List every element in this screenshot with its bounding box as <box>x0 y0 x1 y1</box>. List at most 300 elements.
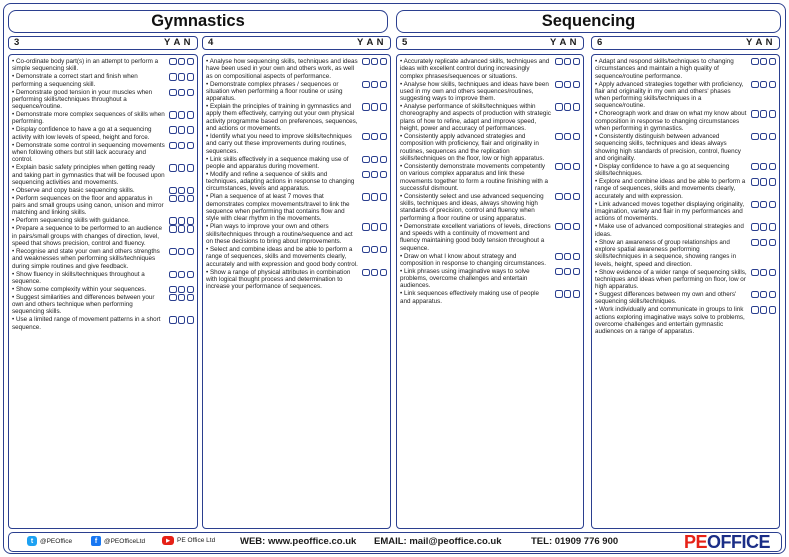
checkbox-yes[interactable] <box>751 306 758 313</box>
checkbox-not-yet[interactable] <box>573 253 580 260</box>
checkbox-almost[interactable] <box>760 178 767 185</box>
checkbox-yes[interactable] <box>169 225 176 232</box>
criteria-text: • Show evidence of a wider range of sequencing skills, techniques and ideas when performing on floor, low or high apparatus. <box>595 269 747 291</box>
criteria-item <box>12 286 195 293</box>
checkbox-yes[interactable] <box>169 164 176 171</box>
checkbox-almost[interactable] <box>564 163 571 170</box>
criteria-item <box>12 271 195 286</box>
checkbox-not-yet[interactable] <box>380 133 387 140</box>
checkbox-not-yet[interactable] <box>769 306 776 313</box>
checkbox-not-yet[interactable] <box>380 269 387 276</box>
criteria-text: • Perform sequences on the floor and apparatus in pairs and small groups using canon, unison and mirror matching and linking skills. <box>12 195 164 217</box>
checkbox-almost[interactable] <box>760 239 767 246</box>
criteria-text: • Demonstrate excellent variations of levels, directions and speeds with a continuity of movement and fluency maintaining good body tension throughout a sequence. <box>400 223 551 252</box>
checkbox-almost[interactable] <box>564 103 571 110</box>
section-header-gymnastics: Gymnastics <box>8 10 388 33</box>
checkbox-yes[interactable] <box>751 110 758 117</box>
column-header-5 <box>396 36 584 50</box>
checkbox-not-yet[interactable] <box>187 164 194 171</box>
checkbox-not-yet[interactable] <box>573 163 580 170</box>
section-header-sequencing: Sequencing <box>396 10 781 33</box>
yan-checkboxes <box>751 269 776 276</box>
yan-checkboxes <box>751 306 776 313</box>
criteria-text: • Accurately replicate advanced skills, techniques and ideas with excellent control during increasingly complex phrases/sequences or situations. <box>400 58 549 80</box>
yan-checkboxes <box>169 225 194 232</box>
checkbox-not-yet[interactable] <box>769 291 776 298</box>
criteria-item <box>206 103 388 132</box>
criteria-item <box>400 223 581 252</box>
checkbox-yes[interactable] <box>555 268 562 275</box>
checkbox-almost[interactable] <box>178 195 185 202</box>
checkbox-yes[interactable] <box>169 187 176 194</box>
checkbox-yes[interactable] <box>362 133 369 140</box>
checkbox-not-yet[interactable] <box>380 171 387 178</box>
criteria-text: • Plan ways to improve your own and others skills/techniques through a routine/sequence and act on these decisions to bring about improvements. <box>206 223 353 245</box>
yan-checkboxes <box>555 103 580 110</box>
criteria-text: • Use a limited range of movement patterns in a short sequence. <box>12 316 161 330</box>
criteria-text: • Select and combine ideas and be able to perform a range of sequences, skills and movements clearly, accurately and with expression and good body control. <box>206 246 358 268</box>
criteria-item <box>206 133 388 155</box>
checkbox-yes[interactable] <box>555 223 562 230</box>
checkbox-not-yet[interactable] <box>769 201 776 208</box>
criteria-text: • Analyse performance of skills/techniques within choreography and aspects of production with strategic plans of how to refine, adapt and improve speed, height, power and accuracy of performances. <box>400 103 551 132</box>
youtube-handle: PE Office Ltd <box>177 537 216 544</box>
checkbox-almost[interactable] <box>178 316 185 323</box>
criteria-list <box>12 58 195 331</box>
checkbox-almost[interactable] <box>760 306 767 313</box>
criteria-text: • Consistently demonstrate movements competently on various complex apparatus and link these movements together to form a routine finishing with a successful dismount. <box>400 163 548 192</box>
criteria-text: • Display confidence to have a go at sequencing skills/techniques. <box>595 163 729 177</box>
criteria-text: • Recognise and state your own and others strengths and weaknesses when performing skills/techniques during simple routines and give feedback. <box>12 248 160 270</box>
youtube-link[interactable] <box>162 536 215 545</box>
criteria-text: • Demonstrate complex phrases / sequences or situation when performing a floor routine or using apparatus. <box>206 81 343 103</box>
criteria-item <box>400 163 581 192</box>
criteria-item <box>400 193 581 222</box>
yan-checkboxes <box>169 111 194 118</box>
criteria-item <box>400 81 581 103</box>
checkbox-almost[interactable] <box>760 201 767 208</box>
checkbox-yes[interactable] <box>362 171 369 178</box>
yan-checkboxes <box>169 164 194 171</box>
criteria-item <box>595 306 777 335</box>
checkbox-not-yet[interactable] <box>380 156 387 163</box>
criteria-text: • Suggest similarities and differences between your own and others technique when performing sequencing skills. <box>12 294 154 316</box>
checkbox-almost[interactable] <box>564 193 571 200</box>
checkbox-not-yet[interactable] <box>187 126 194 133</box>
checkbox-not-yet[interactable] <box>380 246 387 253</box>
checkbox-yes[interactable] <box>169 89 176 96</box>
criteria-text: • Make use of advanced compositional strategies and ideas. <box>595 223 744 237</box>
criteria-item <box>206 156 388 171</box>
criteria-item <box>12 248 195 270</box>
checkbox-yes[interactable] <box>362 156 369 163</box>
criteria-text: • Plan a sequence of at least 7 moves that demonstrates complex movements/travel to link the sequence when performing that contains flow and style with clear rhythm in the movements. <box>206 193 350 222</box>
yan-checkboxes <box>751 58 776 65</box>
column-number: 3 <box>14 37 20 48</box>
criteria-item <box>12 294 195 316</box>
checkbox-yes[interactable] <box>555 81 562 88</box>
checkbox-not-yet[interactable] <box>187 142 194 149</box>
website-link[interactable]: WEB: www.peoffice.co.uk <box>240 536 357 547</box>
checkbox-not-yet[interactable] <box>573 290 580 297</box>
column-header-4 <box>202 36 391 50</box>
yan-checkboxes <box>169 73 194 80</box>
email-link[interactable]: EMAIL: mail@peoffice.co.uk <box>374 536 502 547</box>
criteria-item <box>595 223 777 238</box>
checkbox-yes[interactable] <box>169 58 176 65</box>
footer-bar <box>8 532 782 552</box>
checkbox-yes[interactable] <box>169 248 176 255</box>
yan-checkboxes <box>555 163 580 170</box>
column-number: 4 <box>208 37 214 48</box>
checkbox-yes[interactable] <box>169 217 176 224</box>
column-body-3 <box>8 54 198 529</box>
criteria-item <box>400 58 581 80</box>
criteria-item <box>12 316 195 331</box>
checkbox-not-yet[interactable] <box>769 269 776 276</box>
checkbox-almost[interactable] <box>760 81 767 88</box>
checkbox-almost[interactable] <box>760 110 767 117</box>
yan-label: Y A N <box>746 37 773 48</box>
checkbox-almost[interactable] <box>371 269 378 276</box>
column-body-6 <box>591 54 780 529</box>
yan-checkboxes <box>362 171 387 178</box>
column-header-3 <box>8 36 198 50</box>
checkbox-almost[interactable] <box>564 58 571 65</box>
facebook-handle: @PEOfficeLtd <box>104 537 146 545</box>
yan-label: Y A N <box>550 37 577 48</box>
twitter-handle: @PEOffice <box>40 537 73 545</box>
criteria-text: • Link advanced moves together displaying originality, imagination, variety and flair in my performances and actions of movements. <box>595 201 744 223</box>
checkbox-almost[interactable] <box>178 89 185 96</box>
yan-checkboxes <box>555 223 580 230</box>
checkbox-not-yet[interactable] <box>187 271 194 278</box>
facebook-icon: f <box>91 536 101 546</box>
yan-checkboxes <box>751 223 776 230</box>
checkbox-yes[interactable] <box>751 201 758 208</box>
yan-checkboxes <box>362 269 387 276</box>
twitter-icon: t <box>27 536 37 546</box>
criteria-item <box>12 73 195 88</box>
yan-checkboxes <box>169 294 194 301</box>
checkbox-not-yet[interactable] <box>380 103 387 110</box>
column-header-6 <box>591 36 780 50</box>
yan-checkboxes <box>751 163 776 170</box>
yan-checkboxes <box>169 58 194 65</box>
criteria-text: • Choreograph work and draw on what my know about composition in response to changing circumstances when performing in gymnastics. <box>595 110 746 132</box>
yan-checkboxes <box>362 156 387 163</box>
criteria-item <box>12 187 195 194</box>
checkbox-not-yet[interactable] <box>187 286 194 293</box>
criteria-text: • Identify what you need to improve skills/techniques and carry out these improvements during routines, sequences. <box>206 133 352 155</box>
checkbox-almost[interactable] <box>564 81 571 88</box>
checkbox-yes[interactable] <box>751 81 758 88</box>
yan-checkboxes <box>169 187 194 194</box>
criteria-text: • Co-ordinate body part(s) in an attempt to perform a simple sequencing skill. <box>12 58 158 72</box>
checkbox-almost[interactable] <box>371 156 378 163</box>
checkbox-almost[interactable] <box>760 291 767 298</box>
criteria-text: • Show an awareness of group relationships and explore spatial awareness performing skills/techniques in a sequence, showing ranges in levels, height, speed and direction. <box>595 239 736 268</box>
criteria-list <box>595 58 777 336</box>
yan-checkboxes <box>555 81 580 88</box>
criteria-item <box>400 133 581 162</box>
checkbox-not-yet[interactable] <box>573 193 580 200</box>
phone-number: TEL: 01909 776 900 <box>531 536 619 547</box>
criteria-item <box>12 89 195 111</box>
criteria-item <box>595 133 777 162</box>
checkbox-almost[interactable] <box>371 193 378 200</box>
checkbox-not-yet[interactable] <box>769 178 776 185</box>
yan-checkboxes <box>362 223 387 230</box>
checkbox-almost[interactable] <box>371 223 378 230</box>
yan-checkboxes <box>751 133 776 140</box>
criteria-text: • Show fluency in skills/techniques throughout a sequence. <box>12 271 145 285</box>
yan-checkboxes <box>362 58 387 65</box>
criteria-item <box>12 195 195 217</box>
checkbox-almost[interactable] <box>178 286 185 293</box>
criteria-item <box>595 239 777 268</box>
yan-checkboxes <box>169 126 194 133</box>
criteria-text: • Modify and refine a sequence of skills and techniques, adapting actions in response to changing circumstances, levels and apparatus. <box>206 171 354 193</box>
criteria-text: • Prepare a sequence to be performed to an audience in pairs/small groups with changes of direction, level, speed that shows precision, control and fluency. <box>12 225 162 247</box>
column-number: 5 <box>402 37 408 48</box>
checkbox-almost[interactable] <box>564 253 571 260</box>
checkbox-not-yet[interactable] <box>573 223 580 230</box>
checkbox-not-yet[interactable] <box>187 316 194 323</box>
criteria-text: • Adapt and respond skills/techniques to changing circumstances and maintain a high quality of sequence/routine performance. <box>595 58 734 80</box>
yan-checkboxes <box>751 81 776 88</box>
checkbox-yes[interactable] <box>362 58 369 65</box>
checkbox-yes[interactable] <box>362 269 369 276</box>
yan-checkboxes <box>555 253 580 260</box>
criteria-item <box>206 58 388 80</box>
checkbox-almost[interactable] <box>760 269 767 276</box>
criteria-item <box>206 223 388 245</box>
yan-checkboxes <box>362 81 387 88</box>
criteria-text: • Demonstrate good tension in your muscles when performing skills/techniques throughout a sequence/routine. <box>12 89 152 111</box>
checkbox-not-yet[interactable] <box>573 81 580 88</box>
checkbox-almost[interactable] <box>564 290 571 297</box>
checkbox-yes[interactable] <box>362 103 369 110</box>
checkbox-not-yet[interactable] <box>187 294 194 301</box>
yan-label: Y A N <box>164 37 191 48</box>
checkbox-almost[interactable] <box>178 271 185 278</box>
checkbox-not-yet[interactable] <box>187 89 194 96</box>
checkbox-almost[interactable] <box>371 246 378 253</box>
checkbox-almost[interactable] <box>371 171 378 178</box>
checkbox-not-yet[interactable] <box>380 58 387 65</box>
checkbox-not-yet[interactable] <box>380 193 387 200</box>
checkbox-not-yet[interactable] <box>187 225 194 232</box>
criteria-text: • Explore and combine ideas and be able to perform a range of sequences, skills and movements clearly, accurately and with expression. <box>595 178 745 200</box>
criteria-item <box>12 58 195 73</box>
checkbox-not-yet[interactable] <box>573 133 580 140</box>
criteria-item <box>400 290 581 305</box>
criteria-text: • Consistently apply advanced strategies and composition with proficiency, flair and originality in routines, sequences and the replication skills/techniques on the floor, low or high apparatus. <box>400 133 544 162</box>
checkbox-not-yet[interactable] <box>769 223 776 230</box>
checkbox-not-yet[interactable] <box>187 73 194 80</box>
criteria-item <box>12 142 195 164</box>
criteria-text: • Explain the principles of training in gymnastics and apply them effectively, carrying out your own physical activity programme based on preferences, sequences, and actions or movements. <box>206 103 358 132</box>
checkbox-yes[interactable] <box>169 271 176 278</box>
yan-checkboxes <box>169 316 194 323</box>
checkbox-almost[interactable] <box>760 133 767 140</box>
checkbox-not-yet[interactable] <box>187 248 194 255</box>
checkbox-not-yet[interactable] <box>187 195 194 202</box>
checkbox-almost[interactable] <box>178 111 185 118</box>
youtube-icon: ▶ <box>162 536 174 545</box>
checkbox-almost[interactable] <box>178 225 185 232</box>
checkbox-not-yet[interactable] <box>187 217 194 224</box>
criteria-text: • Consistently distinguish between advanced sequencing skills, techniques and ideas always showing high standards of precision, control, fluency and originality. <box>595 133 741 162</box>
criteria-text: • Apply advanced strategies together with proficiency, flair and originality in my own and others' phases when performing skills/techniques in a sequence/routine. <box>595 81 743 110</box>
checkbox-yes[interactable] <box>362 81 369 88</box>
checkbox-almost[interactable] <box>178 294 185 301</box>
checkbox-yes[interactable] <box>751 223 758 230</box>
yan-checkboxes <box>362 103 387 110</box>
criteria-item <box>12 225 195 247</box>
checkbox-yes[interactable] <box>169 316 176 323</box>
checkbox-almost[interactable] <box>371 133 378 140</box>
checkbox-almost[interactable] <box>371 81 378 88</box>
checkbox-yes[interactable] <box>169 286 176 293</box>
yan-checkboxes <box>751 239 776 246</box>
peoffice-logo <box>684 533 770 551</box>
checkbox-almost[interactable] <box>371 58 378 65</box>
checkbox-almost[interactable] <box>178 217 185 224</box>
checkbox-almost[interactable] <box>760 58 767 65</box>
criteria-item <box>595 58 777 80</box>
column-body-5 <box>396 54 584 529</box>
criteria-text: • Display confidence to have a go at a sequencing activity with low levels of speed, height and force. <box>12 126 151 140</box>
criteria-item <box>400 103 581 132</box>
yan-checkboxes <box>751 291 776 298</box>
checkbox-not-yet[interactable] <box>187 111 194 118</box>
criteria-text: • Demonstrate a correct start and finish when performing a sequencing skill. <box>12 73 138 87</box>
checkbox-yes[interactable] <box>169 195 176 202</box>
checkbox-not-yet[interactable] <box>573 58 580 65</box>
yan-checkboxes <box>555 290 580 297</box>
column-number: 6 <box>597 37 603 48</box>
checkbox-yes[interactable] <box>751 239 758 246</box>
checkbox-yes[interactable] <box>555 58 562 65</box>
criteria-item <box>206 246 388 268</box>
logo-pe: PE <box>684 532 708 552</box>
checkbox-yes[interactable] <box>751 291 758 298</box>
checkbox-yes[interactable] <box>362 246 369 253</box>
checkbox-yes[interactable] <box>169 111 176 118</box>
checkbox-not-yet[interactable] <box>769 110 776 117</box>
criteria-item <box>595 201 777 223</box>
criteria-text: • Observe and copy basic sequencing skills. <box>12 187 135 194</box>
criteria-item <box>595 81 777 110</box>
checkbox-almost[interactable] <box>564 268 571 275</box>
checkbox-almost[interactable] <box>178 187 185 194</box>
checkbox-yes[interactable] <box>555 253 562 260</box>
criteria-text: • Analyse how sequencing skills, techniques and ideas have been used in your own and others work, as well as on compositional aspects of performance. <box>206 58 358 80</box>
checkbox-almost[interactable] <box>178 58 185 65</box>
checkbox-almost[interactable] <box>564 133 571 140</box>
checkbox-yes[interactable] <box>555 290 562 297</box>
yan-checkboxes <box>169 271 194 278</box>
checkbox-not-yet[interactable] <box>769 81 776 88</box>
checkbox-not-yet[interactable] <box>769 58 776 65</box>
yan-checkboxes <box>169 286 194 293</box>
checkbox-not-yet[interactable] <box>769 133 776 140</box>
checkbox-yes[interactable] <box>362 193 369 200</box>
yan-checkboxes <box>362 133 387 140</box>
checkbox-almost[interactable] <box>178 248 185 255</box>
checkbox-yes[interactable] <box>169 126 176 133</box>
checkbox-almost[interactable] <box>178 164 185 171</box>
checkbox-almost[interactable] <box>760 223 767 230</box>
logo-office: OFFICE <box>707 532 771 552</box>
checkbox-yes[interactable] <box>169 73 176 80</box>
checkbox-not-yet[interactable] <box>573 268 580 275</box>
checkbox-yes[interactable] <box>555 163 562 170</box>
criteria-item <box>206 81 388 103</box>
criteria-text: • Link phrases using imaginative ways to solve problems, overcome challenges and entertain audiences. <box>400 268 530 290</box>
yan-checkboxes <box>751 178 776 185</box>
checkbox-yes[interactable] <box>751 133 758 140</box>
criteria-item <box>12 126 195 141</box>
checkbox-not-yet[interactable] <box>187 187 194 194</box>
yan-checkboxes <box>555 133 580 140</box>
checkbox-almost[interactable] <box>371 103 378 110</box>
checkbox-not-yet[interactable] <box>769 239 776 246</box>
checkbox-yes[interactable] <box>169 142 176 149</box>
checkbox-yes[interactable] <box>751 178 758 185</box>
checkbox-yes[interactable] <box>169 294 176 301</box>
checkbox-yes[interactable] <box>751 58 758 65</box>
facebook-link[interactable] <box>91 536 145 546</box>
yan-checkboxes <box>555 193 580 200</box>
yan-checkboxes <box>555 58 580 65</box>
criteria-list <box>400 58 581 305</box>
criteria-item <box>206 269 388 291</box>
checkbox-almost[interactable] <box>760 163 767 170</box>
checkbox-not-yet[interactable] <box>380 81 387 88</box>
checkbox-almost[interactable] <box>178 126 185 133</box>
twitter-link[interactable] <box>27 536 72 546</box>
yan-checkboxes <box>169 217 194 224</box>
yan-checkboxes <box>751 201 776 208</box>
criteria-item <box>400 268 581 290</box>
yan-checkboxes <box>169 195 194 202</box>
checkbox-yes[interactable] <box>555 133 562 140</box>
yan-checkboxes <box>169 248 194 255</box>
worksheet-frame <box>3 3 786 554</box>
checkbox-not-yet[interactable] <box>769 163 776 170</box>
criteria-item <box>595 291 777 306</box>
checkbox-almost[interactable] <box>564 223 571 230</box>
criteria-item <box>595 269 777 291</box>
criteria-item <box>12 164 195 186</box>
checkbox-yes[interactable] <box>555 193 562 200</box>
checkbox-not-yet[interactable] <box>380 223 387 230</box>
criteria-text: • Show some complexity within your sequences. <box>12 286 146 293</box>
checkbox-not-yet[interactable] <box>573 103 580 110</box>
checkbox-yes[interactable] <box>751 269 758 276</box>
checkbox-yes[interactable] <box>362 223 369 230</box>
criteria-text: • Demonstrate some control in sequencing movements when following others but still lack accuracy and control. <box>12 142 165 164</box>
criteria-text: • Analyse how skills, techniques and ideas have been used in my own and others sequences/routines, suggesting ways to improve them. <box>400 81 549 103</box>
checkbox-not-yet[interactable] <box>187 58 194 65</box>
checkbox-almost[interactable] <box>178 73 185 80</box>
checkbox-almost[interactable] <box>178 142 185 149</box>
checkbox-yes[interactable] <box>555 103 562 110</box>
checkbox-yes[interactable] <box>751 163 758 170</box>
